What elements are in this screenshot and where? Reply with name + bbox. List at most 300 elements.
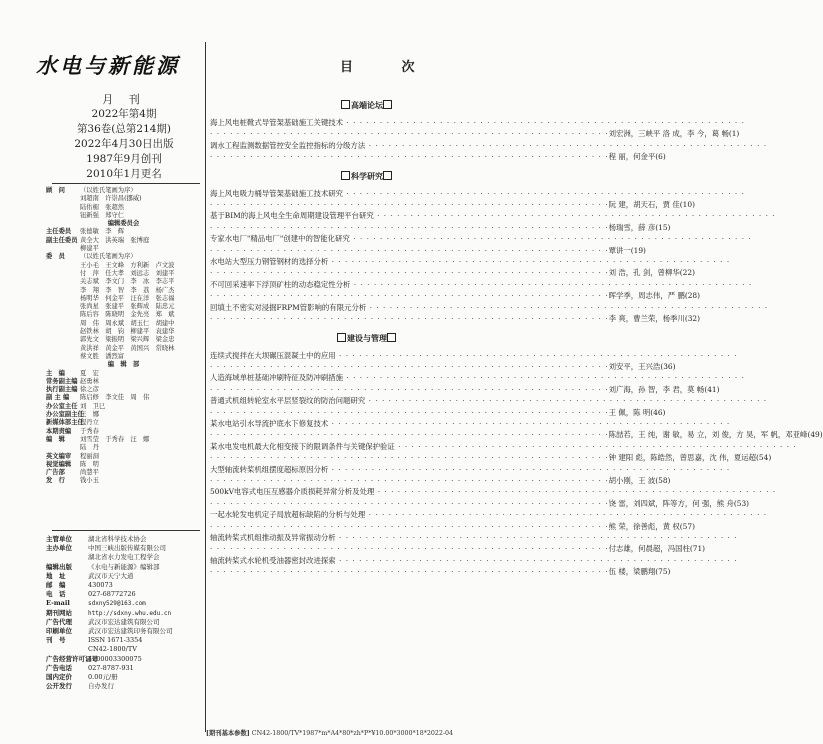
publisher-value: 武汉市宏达建筑印务有限公司: [88, 627, 173, 636]
publisher-value: 《水电与新能源》编辑部: [88, 562, 160, 571]
editorial-row: [46, 320, 201, 328]
article-authors: 王 佩，陈 明(46): [608, 407, 666, 417]
article-authors-line: [210, 267, 695, 278]
publisher-row: [46, 590, 201, 599]
article-title: 某水电站引水导流护底水下修复技术: [210, 418, 329, 428]
editorial-label: [46, 287, 80, 295]
section-box-icon: [337, 333, 346, 342]
article-authors: 杨瑞雪，薛 彦(15): [608, 222, 671, 232]
publisher-label: 邮 编: [46, 581, 66, 590]
editorial-row: [46, 453, 201, 461]
editorial-heading: 编辑委员会: [107, 220, 140, 228]
leader-dots: · · · · · · · · · · · · · · · · · · · · · · · · · · · · · · · · · · · · · · · · · · · · · · · · · · · · · · · · · · · ·: [394, 441, 797, 451]
article-title: 调水工程监测数据管控安全监控指标的分级方法: [210, 140, 366, 150]
editorial-label: [46, 345, 80, 353]
leader-dots: · · · · · · · · · · · · · · · · · · · · · · · · · · · · · · · · · · · · · · · · · · · · · · · · · · · · · · · · · · · ·: [366, 302, 769, 312]
editorial-label: 副主任委员: [46, 236, 78, 244]
toc-entry: [210, 464, 731, 487]
editorial-value: 张尚星 张建平 张辉成 陆忠元: [80, 303, 175, 311]
article-title-line: [210, 117, 745, 128]
editorial-value: 蔡文胜 潘烈富: [80, 352, 125, 360]
volume-number: 第36卷(总第214期): [76, 123, 172, 135]
editorial-row: [46, 336, 201, 344]
leader-dots: · · · · · · · · · · · · · · · · · · · · · · · · · · · · · · · · · · · · · · · · · · · · · · · · · · · · · · · · · · · ·: [365, 140, 768, 150]
journal-parameters: [206, 728, 536, 737]
toc-entry: [210, 210, 776, 233]
editorial-value: 夏 宏: [80, 369, 99, 377]
leader-dots: · · · · · · · · · · · · · · · · · · · · · · · · · · · · · · · · · · · · · · · · · · · · · · · · · · · · · · · · · · · ·: [210, 498, 609, 508]
article-title: 500kV电容式电压互感器介质损耗异常分析及处理: [210, 487, 375, 497]
toc-entry: [210, 256, 731, 279]
leader-dots: · · · · · · · · · · · · · · · · · · · · · · · · · · · · · · · · · · · · · · · · · · · · · · · · · · · · · · · · · · · ·: [374, 487, 777, 497]
editorial-label: 广告部: [46, 469, 65, 477]
editorial-label: [46, 328, 80, 336]
leader-dots: · · · · · · · · · · · · · · · · · · · · · · · · · · · · · · · · · · · · · · · · · · · · · · · · · · · · · · · · · · · ·: [328, 464, 731, 474]
editorial-label: 主任委员: [46, 228, 72, 236]
article-title: 大型轴流转桨机组摆度超标原因分析: [210, 464, 329, 474]
article-title: 海上风电桩靴式导管架基础施工关键技术: [210, 118, 344, 127]
publisher-row: [46, 636, 201, 645]
article-authors-line: [210, 128, 740, 139]
publisher-label: 印刷单位: [46, 627, 72, 636]
editorial-row: [46, 345, 201, 353]
editorial-row: [46, 262, 201, 270]
toc-entry: [210, 418, 823, 441]
publisher-value: 湖北省科学技术协会: [88, 535, 147, 543]
publisher-label: 广告经营许可证号: [46, 654, 98, 663]
leader-dots: · · · · · · · · · · · · · · · · · · · · · · · · · · · · · · · · · · · · · · · · · · · · · · · · · · · · · · · · · · · ·: [373, 211, 776, 221]
article-authors: 程 丽，何金平(6): [608, 152, 666, 162]
article-authors-line: [210, 498, 750, 509]
article-title: 人造海域单桩基础冲刷特征及防冲刷措施: [210, 373, 344, 383]
editorial-row: [46, 378, 201, 386]
publisher-value: 武汉市天宁大道: [88, 571, 134, 580]
article-authors: 饶 雷，刘四斌，阵等方，何 强，熊 舟(53): [608, 498, 750, 508]
table-of-contents: [210, 92, 823, 578]
editorial-row: [46, 469, 201, 477]
editorial-label: 英文编审: [46, 452, 72, 460]
editorial-row: [46, 195, 201, 203]
article-title-line: [210, 464, 731, 475]
leader-dots: · · · · · · · · · · · · · · · · · · · · · · · · · · · · · · · · · · · · · · · · · · · · · · · · · · · · · · · · · · · ·: [210, 200, 609, 210]
publisher-label: 主管单位: [46, 535, 72, 543]
publisher-value: 中国三峡出版传媒有限公司: [88, 544, 166, 553]
publisher-label: 期刊网站: [46, 608, 72, 617]
editorial-label: [46, 270, 80, 278]
editorial-label: 发 行: [46, 477, 65, 485]
publisher-label: [46, 645, 88, 654]
editorial-label: [46, 311, 80, 319]
publication-date: 2022年4月30日出版: [74, 138, 174, 150]
editorial-label: [46, 320, 80, 328]
article-authors: 覃讲一(19): [608, 245, 646, 255]
publisher-label: 公开发行: [46, 682, 72, 691]
article-title-line: [210, 418, 731, 429]
article-authors-line: [210, 245, 646, 256]
publisher-value: 430073: [88, 581, 113, 590]
column-divider: [205, 42, 206, 732]
renamed-date: 2010年1月更名: [86, 168, 162, 180]
editorial-label: 视觉编辑: [46, 460, 72, 468]
leader-dots: · · · · · · · · · · · · · · · · · · · · · · · · · · · · · · · · · · · · · · · · · · · · · · · · · · · · · · · · · · · ·: [210, 152, 609, 162]
editorial-row: [46, 278, 201, 286]
article-authors-line: [210, 407, 666, 418]
editorial-value: 于秀春: [80, 427, 99, 435]
leader-dots: · · · · · · · · · · · · · · · · · · · · · · · · · · · · · · · · · · · · · · · · · · · · · · · · · · · · · · · · · · · ·: [335, 350, 738, 360]
article-authors: 刘 浩，孔 剑，曾柳华(22): [608, 268, 695, 278]
editorial-row: [46, 419, 201, 427]
leader-dots: · · · · · · · · · · · · · · · · · · · · · · · · · · · · · · · · · · · · · · · · · · · · · · · · · · · · · · · · · · · ·: [328, 418, 731, 428]
article-title: 连续式搅拌在大坝碾压混凝土中的应用: [210, 350, 336, 360]
editorial-value: 钱小玉: [80, 477, 99, 485]
publisher-row: [46, 627, 201, 636]
parameters-text: CN42-1800/TV*1987*m*A4*80*zh*P*¥10.00*3000*18*2022-04: [251, 730, 454, 737]
editorial-label: [46, 278, 80, 286]
leader-dots: · · · · · · · · · · · · · · · · · · · · · · · · · · · · · · · · · · · · · · · · · · · · · · · · · · · · · · · · · · · ·: [210, 475, 609, 485]
article-authors-line: [210, 290, 701, 301]
editorial-label: 编 辑: [46, 435, 65, 443]
editorial-value: 尚慧平: [80, 469, 99, 477]
editorial-label: 常务副主编: [46, 377, 78, 385]
publisher-value: http://sdxny.whu.edu.cn: [88, 609, 172, 617]
article-title: 某水电发电机最大化相变接下的限调条件与关键保护验证: [210, 441, 395, 451]
editorial-row: [46, 212, 201, 220]
article-authors: 李 爽，曹兰荣，杨季川(32): [608, 314, 701, 324]
editorial-value: 刘超南 许崇昌(挪威): [80, 195, 142, 203]
editorial-value: 刘雪莹 于秀春 汪 娜: [80, 435, 150, 443]
toc-entry: [210, 509, 768, 532]
editorial-row: [46, 287, 201, 295]
editorial-row: [46, 444, 201, 452]
toc-entry: [210, 279, 753, 302]
article-title: 轴流转桨式机组推动振及异常振动分析: [210, 533, 336, 542]
article-authors-line: [210, 199, 695, 210]
toc-entry: [210, 486, 777, 509]
article-authors: 刘广海，孙 智，李 君，莫 畅(41): [608, 384, 720, 394]
editorial-label: [46, 212, 80, 220]
article-authors: 晖学季，周志伟，严 鹏(28): [608, 291, 701, 301]
editorial-label: [46, 204, 80, 212]
article-title: 一起水轮发电机定子局放超标缺陷的分析与处理: [210, 510, 366, 520]
editorial-value: 陈启修 李文佳 周 伟: [80, 394, 150, 402]
leader-dots: · · · · · · · · · · · · · · · · · · · · · · · · · · · · · · · · · · · · · · · · · · · · · · · · · · · · · · · · · · · ·: [343, 118, 745, 127]
leader-dots: · · · · · · · · · · · · · · · · · · · · · · · · · · · · · · · · · · · · · · · · · · · · · · · · · · · · · · · · · · · ·: [210, 268, 609, 278]
editorial-row: [46, 436, 201, 444]
leader-dots: · · · · · · · · · · · · · · · · · · · · · · · · · · · · · · · · · · · · · · · · · · · · · · · · · · · · · · · · · · · ·: [210, 430, 609, 440]
publisher-value: 武汉市宏达建筑有限公司: [88, 617, 160, 626]
publisher-value: ISSN 1671-3354: [88, 636, 143, 645]
publisher-value: 027-68772726: [88, 590, 136, 599]
publisher-row: [46, 581, 201, 590]
editorial-board: [46, 187, 201, 486]
publisher-row: [46, 618, 201, 627]
editorial-value: 程丹立: [80, 419, 99, 427]
publisher-value: 027-8787-931: [88, 663, 134, 672]
article-title-line: [210, 140, 768, 151]
article-title-line: [210, 555, 738, 566]
article-title-line: [210, 210, 776, 221]
publication-info: [50, 92, 198, 182]
leader-dots: · · · · · · · · · · · · · · · · · · · · · · · · · · · · · · · · · · · · · · · · · · · · · · · · · · · · · · · · · · · ·: [349, 234, 752, 244]
leader-dots: · · · · · · · · · · · · · · · · · · · · · · · · · · · · · · · · · · · · · · · · · · · · · · · · · · · · · · · · · · · ·: [365, 510, 768, 520]
publisher-label: E-mail: [46, 599, 70, 608]
article-title: 轴流转桨式水轮机受油器密封改进探索: [210, 555, 336, 565]
article-title-line: [210, 372, 745, 383]
leader-dots: · · · · · · · · · · · · · · · · · · · · · · · · · · · · · · · · · · · · · · · · · · · · · · · · · · · · · · · · · · · ·: [210, 384, 609, 394]
section-name: 科学研究: [351, 170, 383, 181]
publisher-row: [46, 553, 201, 562]
article-authors-line: [210, 521, 695, 532]
editorial-row: [46, 228, 201, 236]
publisher-label: 编辑出版: [46, 562, 72, 571]
article-title-line: [210, 486, 777, 497]
publisher-row: [46, 599, 201, 608]
leader-dots: · · · · · · · · · · · · · · · · · · · · · · · · · · · · · · · · · · · · · · · · · · · · · · · · · · · · · · · · · · · ·: [350, 279, 753, 289]
publisher-value: 自办发行: [88, 682, 114, 691]
publisher-label: 广告电话: [46, 663, 72, 672]
publisher-row: [46, 535, 201, 544]
publisher-value: 湖北省水力发电工程学会: [88, 553, 160, 562]
article-authors-line: [210, 384, 720, 395]
editorial-value: 程丽洞: [80, 452, 99, 460]
editorial-label: 新媒体部主任: [46, 419, 84, 427]
publisher-row: [46, 673, 201, 682]
leader-dots: · · · · · · · · · · · · · · · · · · · · · · · · · · · · · · · · · · · · · · · · · · · · · · · · · · · · · · · · · · · ·: [210, 314, 609, 324]
editorial-value: 刘 卫巳: [80, 402, 106, 410]
editorial-label: [46, 444, 80, 452]
article-title-line: [210, 532, 738, 543]
article-title: 水电站大型压力钢管钢材的选择分析: [210, 257, 329, 267]
editorial-row: [46, 204, 201, 212]
editorial-value: 李 翔 李 智 李 荔 杨广杰: [80, 286, 175, 294]
article-authors-line: [210, 475, 671, 486]
editorial-value: 王小毛 王文峰 方利新 卢文波: [80, 261, 175, 269]
editorial-value: 赵铁林 胡 钧 柳建平 袁建华: [80, 328, 175, 336]
leader-dots: · · · · · · · · · · · · · · · · · · · · · · · · · · · · · · · · · · · · · · · · · · · · · · · · · · · · · · · · · · · ·: [210, 222, 609, 232]
article-authors-line: [210, 151, 666, 162]
editorial-row: [46, 295, 201, 303]
editorial-value: 黄全大 洪英瑞 张博庭: [80, 236, 150, 244]
publisher-label: 国内定价: [46, 673, 72, 682]
publisher-label: 主办单位: [46, 544, 72, 553]
article-authors-line: [210, 429, 823, 440]
editorial-label: 办公室主任: [46, 402, 78, 410]
article-title: 专家水电厂"精品电厂"创建中的智能化研究: [210, 234, 350, 244]
publisher-row: [46, 682, 201, 691]
article-title-line: [210, 395, 768, 406]
publisher-label: 刊 号: [46, 636, 66, 645]
article-title-line: [210, 188, 745, 199]
leader-dots: · · · · · · · · · · · · · · · · · · · · · · · · · · · · · · · · · · · · · · · · · · · · · · · · · · · · · · · · · · · ·: [343, 188, 745, 198]
article-title-line: [210, 302, 769, 313]
publisher-label: [46, 553, 88, 562]
divider: [52, 530, 200, 531]
article-title-line: [210, 256, 731, 267]
editorial-label: [46, 295, 80, 303]
toc-section-heading: [210, 171, 524, 182]
leader-dots: · · · · · · · · · · · · · · · · · · · · · · · · · · · · · · · · · · · · · · · · · · · · · · · · · · · · · · · · · · · ·: [343, 373, 745, 383]
leader-dots: · · · · · · · · · · · · · · · · · · · · · · · · · · · · · · · · · · · · · · · · · · · · · · · · · · · · · · · · · · · ·: [335, 533, 738, 542]
toc-entry: [210, 233, 752, 256]
leader-dots: · · · · · · · · · · · · · · · · · · · · · · · · · · · · · · · · · · · · · · · · · · · · · · · · · · · · · · · · · · · ·: [335, 555, 738, 565]
editorial-row: [46, 370, 201, 378]
leader-dots: · · · · · · · · · · · · · · · · · · · · · · · · · · · · · · · · · · · · · · · · · · · · · · · · · · · · · · · · · · · ·: [328, 257, 731, 267]
editorial-label: [46, 353, 80, 361]
editorial-value: 陈 明: [80, 460, 99, 468]
article-authors: 熊 荣，徐善彪，黄 权(57): [608, 521, 695, 531]
article-title-line: [210, 441, 797, 452]
leader-dots: · · · · · · · · · · · · · · · · · · · · · · · · · · · · · · · · · · · · · · · · · · · · · · · · · · · · · · · · · · · ·: [210, 521, 609, 531]
publisher-label: 电 话: [46, 590, 66, 599]
leader-dots: · · · · · · · · · · · · · · · · · · · · · · · · · · · · · · · · · · · · · · · · · · · · · · · · · · · · · · · · · · · ·: [210, 407, 609, 417]
article-authors-line: [210, 543, 706, 554]
editorial-value: 黄洪祥 黄金平 黄国兴 常晓林: [80, 344, 175, 352]
section-box-icon: [383, 100, 392, 109]
editorial-row: [46, 311, 201, 319]
editorial-value: 郭先文 梁振明 梁兴辉 梁金忠: [80, 336, 175, 344]
section-name: 高端论坛: [351, 100, 383, 110]
journal-logo: 水电与新能源: [36, 53, 180, 78]
toc-entry: [210, 555, 738, 578]
section-box-icon: [341, 100, 350, 109]
article-authors-line: [210, 452, 772, 463]
article-authors: 刘安平，王兴浩(36): [608, 361, 676, 371]
article-title: 基于BIM的海上风电全生命周期建设管理平台研究: [210, 211, 374, 221]
article-title-line: [210, 233, 752, 244]
toc-entry: [210, 117, 745, 140]
editorial-value: 关志斌 李文门 李 冰 李志平: [80, 278, 175, 286]
editorial-value: 陆佑楣 张超然: [80, 203, 125, 211]
publisher-value: CN42-1800/TV: [88, 645, 137, 654]
editorial-row: [46, 394, 201, 402]
toc-entry: [210, 350, 738, 373]
toc-section-heading: [210, 333, 524, 344]
editorial-row: [46, 461, 201, 469]
section-box-icon: [341, 171, 350, 180]
article-authors: 付志雄，何晨超，冯国柱(71): [608, 544, 706, 554]
toc-entry: [210, 372, 745, 395]
editorial-label: [46, 303, 80, 311]
editorial-value: 付 萍 任大孝 刘远志 刘建平: [80, 269, 175, 277]
issue-number: 2022年第4期: [91, 108, 157, 120]
article-title: 回填土不密实对浸掘FRPM管影响的有限元分析: [210, 302, 367, 312]
article-authors: 钟 建阳 彪，陈皓然，曾思嘉，沈 伟，夏运超(54): [608, 453, 772, 463]
publisher-row: [46, 645, 201, 654]
article-authors: 陈喆若，王 纯，谢 敏，易 立，刘 俊，方 昊，军 帆，邓亚峰(49): [608, 430, 823, 440]
leader-dots: · · · · · · · · · · · · · · · · · · · · · · · · · · · · · · · · · · · · · · · · · · · · · · · · · · · · · · · · · · · ·: [210, 544, 609, 554]
article-authors: 伍 楼，梁鹏翔(75): [608, 567, 671, 577]
toc-title: 目 次: [340, 60, 437, 75]
leader-dots: · · · · · · · · · · · · · · · · · · · · · · · · · · · · · · · · · · · · · · · · · · · · · · · · · · · · · · · · · · · ·: [210, 567, 609, 577]
publisher-row: [46, 655, 201, 664]
article-authors-line: [210, 313, 701, 324]
editorial-row: [46, 253, 201, 261]
publisher-label: 地 址: [46, 571, 66, 580]
article-authors-line: [210, 361, 676, 372]
editorial-value: 徐之彦: [80, 386, 99, 394]
editorial-value: 张德敏 李 辉: [80, 228, 125, 236]
editorial-label: 办公室副主任: [46, 411, 84, 419]
article-title-line: [210, 279, 753, 290]
leader-dots: · · · · · · · · · · · · · · · · · · · · · · · · · · · · · · · · · · · · · · · · · · · · · · · · · · · · · · · · · · · ·: [210, 291, 609, 301]
article-authors: 阮 建，胡天石，贾 佳(10): [608, 200, 695, 210]
editorial-value: 陈后容 陈晓明 金先亮 郑 斌: [80, 311, 175, 319]
publisher-row: [46, 609, 201, 618]
editorial-label: 副 主 编: [46, 394, 70, 402]
article-title: 海上风电吸力桶导管架基础施工技术研究: [210, 188, 344, 198]
toc-entry: [210, 532, 738, 555]
article-authors-line: [210, 566, 671, 577]
editorial-row: [46, 237, 201, 245]
divider: [52, 183, 200, 184]
editorial-value: （以姓氏笔画为序）: [80, 187, 137, 194]
parameters-label: [期刊基本参数]: [206, 730, 250, 737]
editorial-label: 本期责编: [46, 427, 72, 435]
editorial-value: 钮新强 郑守仁: [80, 211, 125, 219]
founded-date: 1987年9月创刊: [86, 153, 162, 165]
editorial-label: [46, 195, 80, 203]
toc-entry: [210, 302, 769, 325]
publisher-row: [46, 572, 201, 581]
editorial-label: 委 员: [46, 253, 65, 261]
leader-dots: · · · · · · · · · · · · · · · · · · · · · · · · · · · · · · · · · · · · · · · · · · · · · · · · · · · · · · · · · · · ·: [210, 453, 609, 463]
editorial-label: 顾 问: [46, 187, 65, 194]
editorial-value: 汪 娜: [80, 411, 99, 419]
editorial-row: [46, 428, 201, 436]
toc-entry: [210, 395, 768, 418]
publisher-value: 4200003300075: [88, 654, 142, 663]
publisher-info: [46, 535, 201, 691]
article-title-line: [210, 509, 768, 520]
editorial-label: [46, 262, 80, 270]
toc-entry: [210, 441, 797, 464]
leader-dots: · · · · · · · · · · · · · · · · · · · · · · · · · · · · · · · · · · · · · · · · · · · · · · · · · · · · · · · · · · · ·: [210, 129, 609, 139]
editorial-value: 赵勇林: [80, 377, 99, 385]
editorial-value: 陆 丹: [80, 444, 99, 452]
toc-entry: [210, 188, 745, 211]
publisher-label: 广告代理: [46, 617, 72, 626]
section-box-icon: [387, 333, 396, 342]
publisher-value: sdxny529@163.com: [88, 600, 146, 608]
editorial-row: [46, 403, 201, 411]
editorial-row: [46, 477, 201, 485]
editorial-value: 杨明华 何金平 汪在洋 张志福: [80, 294, 175, 302]
leader-dots: · · · · · · · · · · · · · · · · · · · · · · · · · · · · · · · · · · · · · · · · · · · · · · · · · · · · · · · · · · · ·: [210, 245, 609, 255]
article-authors: 刘宏洲，三峡平 洛 成，李 今，葛 畅(1): [608, 129, 740, 139]
section-box-icon: [383, 171, 392, 180]
leader-dots: · · · · · · · · · · · · · · · · · · · · · · · · · · · · · · · · · · · · · · · · · · · · · · · · · · · · · · · · · · · ·: [210, 361, 609, 371]
publisher-value: 0.00元/册: [88, 673, 118, 682]
editorial-value: 周 伟 周永斌 胡玉仁 胡建中: [80, 319, 175, 327]
frequency: 月 刊: [102, 93, 146, 106]
article-authors-line: [210, 222, 671, 233]
editorial-row: [46, 353, 201, 361]
leader-dots: · · · · · · · · · · · · · · · · · · · · · · · · · · · · · · · · · · · · · · · · · · · · · · · · · · · · · · · · · · · ·: [365, 396, 768, 406]
toc-entry: [210, 140, 768, 163]
editorial-label: 主 编: [46, 369, 65, 377]
article-title-line: [210, 350, 738, 361]
editorial-value: 柳建平: [80, 245, 99, 253]
editorial-heading: 编 辑 部: [107, 361, 140, 369]
toc-section-heading: [210, 100, 524, 111]
publisher-row: [46, 664, 201, 673]
editorial-label: 执行副主编: [46, 386, 78, 394]
article-title: 不可回采速率下浮顶矿柱的动态稳定性分析: [210, 279, 351, 289]
publisher-row: [46, 563, 201, 572]
section-name: 建设与管理: [347, 332, 387, 343]
article-authors: 胡小刚，王 波(58): [608, 475, 671, 485]
article-title: 普通式机组转轮室水平层竖裂纹的防治问题研究: [210, 396, 366, 406]
